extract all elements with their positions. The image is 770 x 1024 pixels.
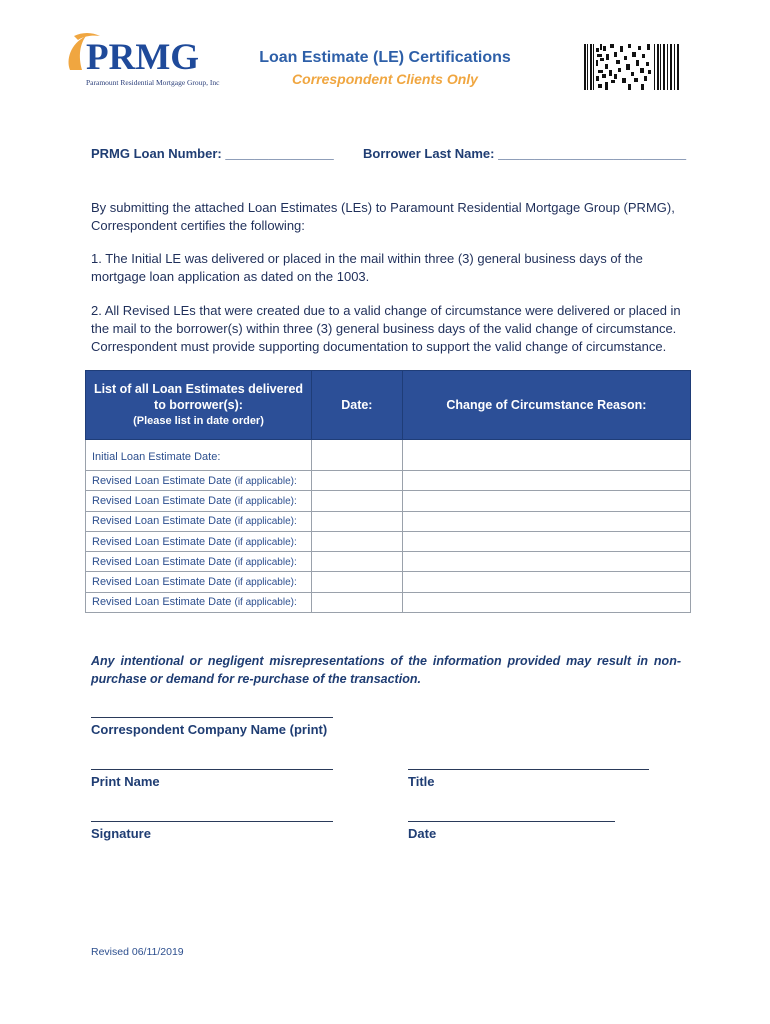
certification-item-1: 1. The Initial LE was delivered or placed in the mail within three (3) general business days of the mortgage loan application as dated on the 1003. [91,251,643,284]
revised-le-date-label [86,552,312,572]
page-subtitle: Correspondent Clients Only [292,71,478,87]
revised-le-applicable-note: (if applicable): [234,597,297,609]
print-name-line[interactable] [91,769,333,770]
column-header-date-order-note: (Please list in date order) [133,415,264,427]
revised-le-reason-cell[interactable] [402,511,690,531]
revised-le-label-text: Revised Loan Estimate Date [92,555,232,568]
intro-paragraph: By submitting the attached Loan Estimates (LEs) to Paramount Residential Mortgage Group (PRMG), Correspondent certifies the following: [91,200,675,233]
revised-le-date-label [86,491,312,511]
revised-le-label-text: Revised Loan Estimate Date [92,576,232,589]
table-row [86,531,691,551]
table-row [86,592,691,612]
revised-le-reason-cell[interactable] [402,592,690,612]
loan-number-field[interactable]: PRMG Loan Number: _______________ [91,146,334,161]
revised-le-date-label [86,572,312,592]
title-label: Title [408,774,435,789]
revised-le-applicable-note: (if applicable): [234,577,297,589]
revision-date: Revised 06/11/2019 [91,946,184,958]
page-title: Loan Estimate (LE) Certifications [259,49,511,66]
revised-le-date-label [86,592,312,612]
company-name-label: Correspondent Company Name (print) [91,722,328,737]
barcode-icon [584,44,679,90]
revised-le-date-label [86,511,312,531]
table-header-row [86,371,691,440]
loan-estimate-table [85,370,691,613]
certification-item-2: 2. All Revised LEs that were created due to a valid change of circumstance were delivered or placed in the mail to the borrower(s) within three (3) general business days of the valid change of circumstance. Correspondent must provide supporting documentation to support the valid change of circumstance. [91,303,681,354]
revised-le-applicable-note: (if applicable): [234,495,297,507]
title-line[interactable] [408,769,649,770]
initial-le-date-label: Initial Loan Estimate Date: [86,440,312,471]
column-header-reason: Change of Circumstance Reason: [402,371,690,440]
revised-le-date-label [86,471,312,491]
date-label: Date [408,826,437,841]
revised-le-reason-cell[interactable] [402,531,690,551]
company-name-line[interactable] [91,717,333,718]
table-row [86,511,691,531]
revised-le-label-text: Revised Loan Estimate Date [92,596,232,609]
logo-company-name: Paramount Residential Mortgage Group, Inc [86,78,220,87]
initial-le-date-cell[interactable] [311,440,402,471]
revised-le-applicable-note: (if applicable): [234,516,297,528]
revised-le-applicable-note: (if applicable): [234,556,297,568]
revised-le-date-cell[interactable] [311,511,402,531]
logo-wordmark: PRMG [86,37,200,78]
table-body [86,440,691,613]
table-row [86,471,691,491]
revised-le-date-cell[interactable] [311,592,402,612]
revised-le-date-label [86,531,312,551]
revised-le-reason-cell[interactable] [402,552,690,572]
misrepresentation-disclaimer: Any intentional or negligent misrepresentations of the information provided may result in non-purchase or demand for re-purchase of the transaction. [91,654,681,686]
revised-le-applicable-note: (if applicable): [234,536,297,548]
revised-le-label-text: Revised Loan Estimate Date [92,474,232,487]
revised-le-reason-cell[interactable] [402,572,690,592]
revised-le-label-text: Revised Loan Estimate Date [92,515,232,528]
revised-le-date-cell[interactable] [311,471,402,491]
revised-le-date-cell[interactable] [311,552,402,572]
table-row [86,491,691,511]
column-header-date: Date: [311,371,402,440]
signature-label: Signature [91,826,151,841]
revised-le-applicable-note: (if applicable): [234,475,297,487]
column-header-loan-estimates [86,371,312,440]
table-row [86,552,691,572]
revised-le-date-cell[interactable] [311,491,402,511]
revised-le-reason-cell[interactable] [402,471,690,491]
revised-le-label-text: Revised Loan Estimate Date [92,535,232,548]
revised-le-date-cell[interactable] [311,531,402,551]
revised-le-date-cell[interactable] [311,572,402,592]
borrower-last-name-field[interactable]: Borrower Last Name: __________________________ [363,146,687,161]
initial-le-reason-cell[interactable] [402,440,690,471]
table-row-initial [86,440,691,471]
date-line[interactable] [408,821,615,822]
table-row [86,572,691,592]
revised-le-reason-cell[interactable] [402,491,690,511]
signature-line[interactable] [91,821,333,822]
column-header-loan-estimates-label: List of all Loan Estimates delivered to borrower(s): [93,382,304,412]
revised-le-label-text: Revised Loan Estimate Date [92,494,232,507]
print-name-label: Print Name [91,774,160,789]
